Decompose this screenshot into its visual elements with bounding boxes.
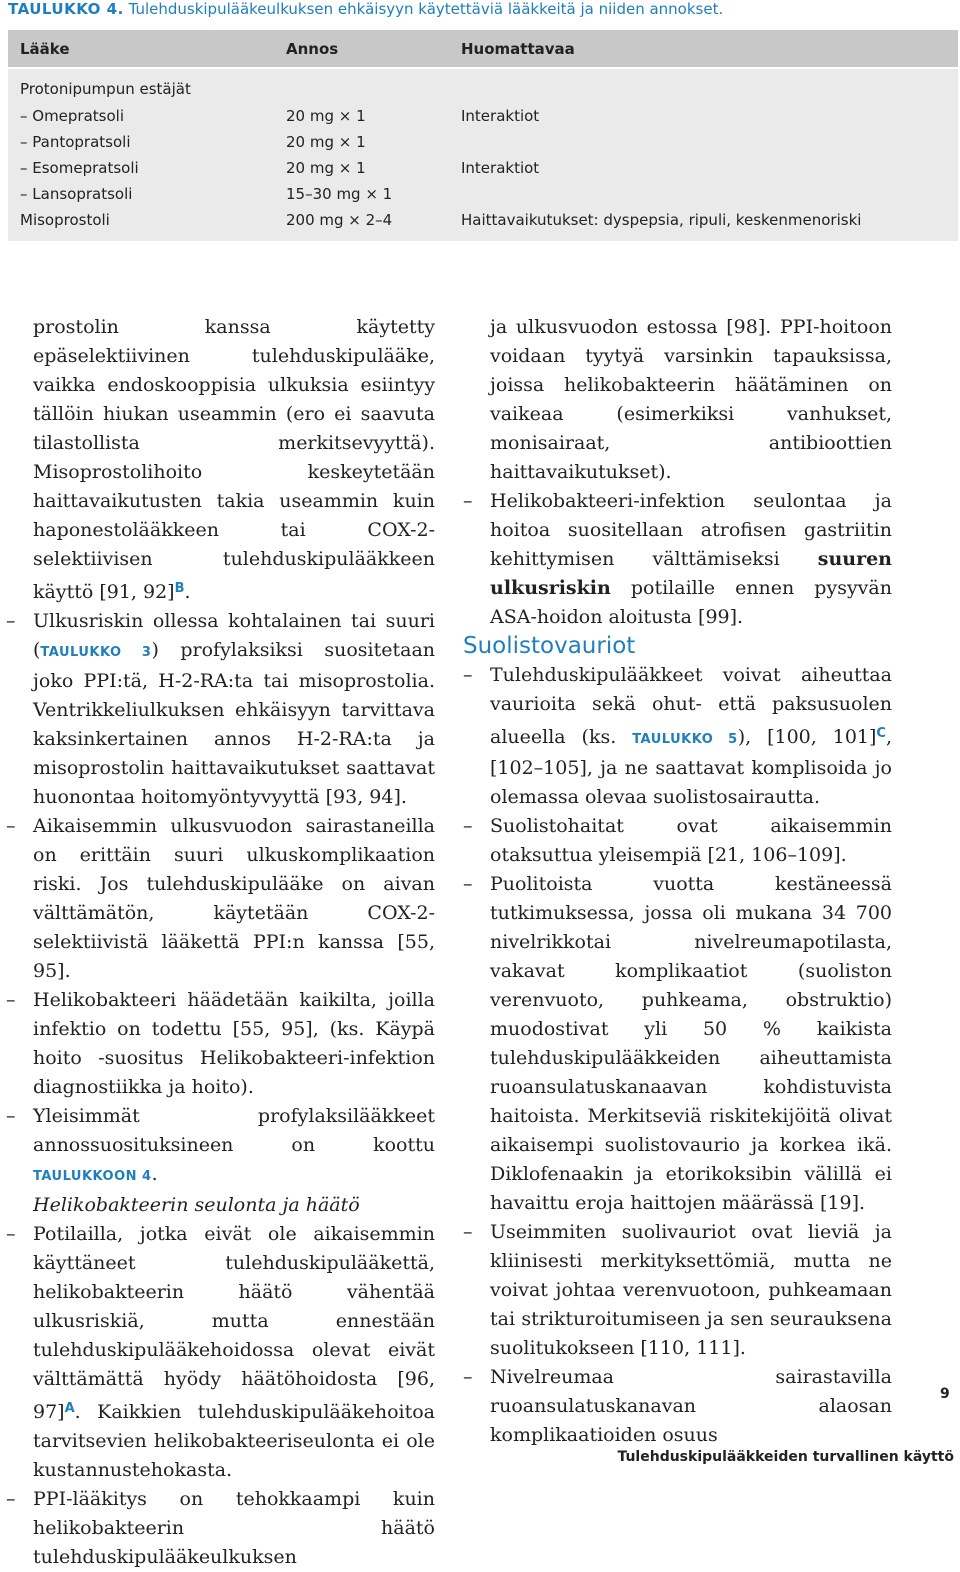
header-drug: Lääke <box>20 40 70 58</box>
subheading-wrapper <box>6 1191 435 1220</box>
list-text: Puolitoista vuotta kestäneessä tutkimuksessa, jossa oli mukana 34 700 nivelrikkotai nivelreumapotilasta, vakavat komplikaatiot (suoliston verenvuoto, puhkeama, obstruktio) muodostivat yli 50 % kaikista tulehduskipulääkkeiden aiheuttamista ruoansulatuskanaavan kohdistuvista haitoista. Merkitseviä riskitekijöitä olivat aikaisempi suolistovaurio ja korkea ikä. Diklofenaakin ja etorikoksibin välillä ei havaittu eroja haittojen määrässä [19]. <box>490 873 892 1214</box>
list-text: Ulkusriskin ollessa kohtalainen tai suuri ( <box>33 610 435 661</box>
table-cell-dose: 20 mg × 1 <box>286 133 366 151</box>
left-para-end: . <box>184 581 191 603</box>
subheading: Helikobakteerin seulonta ja häätö <box>33 1194 360 1216</box>
list-item <box>463 1218 892 1363</box>
right-column <box>463 313 892 1450</box>
dash-bullet: – <box>6 1105 16 1127</box>
table-cell-drug: – Omepratsoli <box>20 107 125 125</box>
dash-bullet: – <box>463 815 473 837</box>
list-text: potilaille ennen pysyvän ASA-hoidon aloitusta [99]. <box>490 577 892 628</box>
list-text: Useimmiten suolivauriot ovat lieviä ja kliinisesti merkityksettömiä, mutta ne voivat johtaa verenvuotoon, puhkeamaan tai strikturoitumiseen ja sen seurauksena suolitukokseen [110, 111]. <box>490 1221 892 1359</box>
list-item <box>463 1363 892 1450</box>
list-item <box>6 1220 435 1485</box>
list-text: Helikobakteeri-infektion seulontaa ja hoitoa suositellaan atrofisen gastriitin kehittymisen välttämiseksi <box>490 490 892 570</box>
dash-bullet: – <box>6 1223 16 1245</box>
dash-bullet: – <box>463 490 473 512</box>
right-paragraph-continuation <box>463 313 892 487</box>
table-group-title: Protonipumpun estäjät <box>20 80 191 98</box>
table-cell-note: Interaktiot <box>461 159 540 177</box>
dash-bullet: – <box>463 1366 473 1388</box>
list-item <box>463 812 892 870</box>
list-text: Nivelreumaa sairastavilla ruoansulatuskanavan alaosan komplikaatioiden osuus <box>490 1366 892 1446</box>
dash-bullet: – <box>463 664 473 686</box>
list-item <box>463 487 892 632</box>
header-note: Huomattavaa <box>461 40 575 58</box>
table-reference-link: TAULUKKO 5 <box>632 732 738 747</box>
list-text: , [102–105], ja ne saattavat komplisoida jo olemassa olevaa suolistosairautta. <box>490 726 893 808</box>
table-cell-dose: 20 mg × 1 <box>286 107 366 125</box>
header-dose: Annos <box>286 40 339 58</box>
list-text: PPI-lääkitys on tehokkaampi kuin helikobakteerin häätö tulehduskipulääkeulkuksen <box>33 1488 435 1568</box>
table-cell-note: Interaktiot <box>461 107 540 125</box>
table-reference-link: TAULUKKOON 4 <box>33 1169 152 1184</box>
evidence-level-badge: A <box>64 1401 75 1416</box>
table-cell-dose: 20 mg × 1 <box>286 159 366 177</box>
table-cell-drug: – Pantopratsoli <box>20 133 131 151</box>
list-text: Aikaisemmin ulkusvuodon sairastaneilla on erittäin suuri ulkuskomplikaation riski. Jos tulehduskipulääke on aivan välttämätön, käytetään COX-2-selektiivistä lääkettä PPI:n kanssa [55, 95]. <box>33 815 435 982</box>
list-text: . <box>151 1163 158 1185</box>
evidence-level-badge: C <box>876 726 886 741</box>
left-column <box>6 313 435 1572</box>
page-number: 9 <box>940 1386 950 1402</box>
left-paragraph-continuation <box>6 313 435 607</box>
list-item <box>6 607 435 812</box>
page-footer: Tulehduskipulääkkeiden turvallinen käyttö <box>617 1449 954 1465</box>
dosage-table <box>8 30 958 241</box>
section-heading: Suolistovauriot <box>463 633 636 659</box>
dash-bullet: – <box>6 610 16 632</box>
list-text: . Kaikkien tulehduskipulääkehoitoa tarvitsevien helikobakteeriseulonta ei ole kustannustehokasta. <box>33 1401 435 1481</box>
table-caption-text: Tulehduskipulääkeulkuksen ehkäisyyn käytettäviä lääkkeitä ja niiden annokset. <box>128 0 724 18</box>
table-cell-note: Haittavaikutukset: dyspepsia, ripuli, keskenmenoriski <box>461 211 862 229</box>
list-text: Yleisimmät profylaksilääkkeet annossuosituksineen on koottu <box>33 1105 435 1156</box>
table-caption-label: TAULUKKO 4. <box>8 0 124 18</box>
list-item <box>6 1485 435 1572</box>
table-header-divider <box>8 67 958 69</box>
table-reference-link: TAULUKKO 3 <box>40 645 152 660</box>
table-cell-dose: 15–30 mg × 1 <box>286 185 393 203</box>
table-cell-dose: 200 mg × 2–4 <box>286 211 393 229</box>
list-text: Helikobakteeri häädetään kaikilta, joilla infektio on todettu [55, 95], (ks. Käypä hoito -suositus Helikobakteeri-infektion diagnostiikka ja hoito). <box>33 989 435 1098</box>
list-item <box>6 986 435 1102</box>
table-cell-drug: – Lansopratsoli <box>20 185 133 203</box>
table-caption <box>8 0 723 18</box>
list-text: Potilailla, jotka eivät ole aikaisemmin käyttäneet tulehduskipulääkettä, helikobakteerin häätö vähentää ulkusriskiä, mutta ennestään tulehduskipulääkehoidossa olevat eivät välttämättä hyödy häätöhoidosta [96, 97] <box>33 1223 435 1423</box>
dash-bullet: – <box>6 1488 16 1510</box>
table-cell-drug: – Esomepratsoli <box>20 159 139 177</box>
evidence-level-badge: B <box>174 581 185 596</box>
dash-bullet: – <box>6 815 16 837</box>
list-text: ) profylaksiksi suositetaan joko PPI:tä, H-2-RA:ta tai misoprostolia. Ventrikkeliulkuksen ehkäisyyn tarvittava kaksinkertainen annos H-2-RA:ta ja misoprostolin haittavaikutukset saattavat huonontaa hoitomyöntyvyyttä [93, 94]. <box>33 639 436 808</box>
emphasis-text: suuren ulkusriskin <box>490 548 892 599</box>
list-item <box>463 661 892 812</box>
dash-bullet: – <box>463 1221 473 1243</box>
right-para-text: ja ulkusvuodon estossa [98]. PPI-hoitoon voidaan tyytyä varsinkin tapauksissa, joissa helikobakteerin häätäminen on vaikeaa (esimerkiksi vanhukset, monisairaat, antibioottien haittavaikutukset). <box>490 316 892 483</box>
left-para-text: prostolin kanssa käytetty epäselektiivinen tulehduskipulääke, vaikka endoskooppisia ulkuksia esiintyy tällöin hiukan useammin (ero ei saavuta tilastollista merkitsevyyttä). Misoprostolihoito keskeytetään haittavaikutusten takia useammin kuin haponestolääkkeen tai COX-2-selektiivisen tulehduskipulääkkeen käyttö [91, 92] <box>33 316 435 603</box>
list-item <box>6 1102 435 1191</box>
list-text: ), [100, 101] <box>737 726 877 748</box>
list-item <box>463 870 892 1218</box>
list-item <box>6 812 435 986</box>
dash-bullet: – <box>463 873 473 895</box>
dash-bullet: – <box>6 989 16 1011</box>
table-cell-drug: Misoprostoli <box>20 211 110 229</box>
list-text: Tulehduskipulääkkeet voivat aiheuttaa vaurioita sekä ohut- että paksusuolen alueella (ks. <box>490 664 892 748</box>
list-text: Suolistohaitat ovat aikaisemmin otaksuttua yleisempiä [21, 106–109]. <box>490 815 892 866</box>
